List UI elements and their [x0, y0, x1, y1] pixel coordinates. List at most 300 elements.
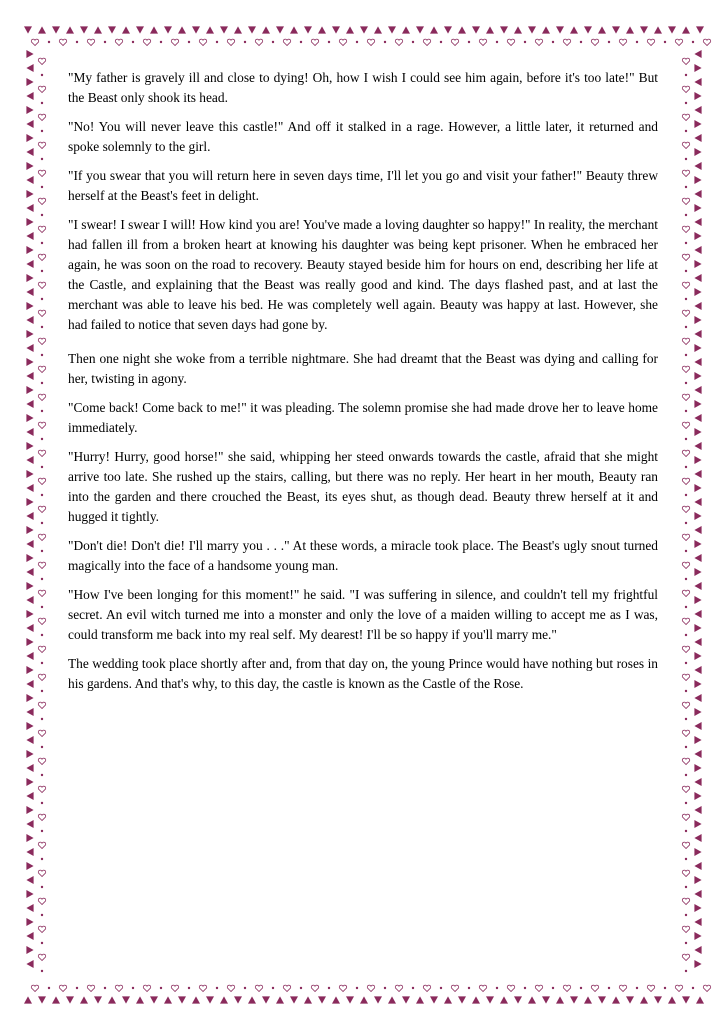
border-triangle: [694, 484, 701, 492]
border-triangle: [500, 26, 508, 33]
border-heart: [682, 170, 689, 176]
border-triangle: [192, 996, 200, 1003]
border-heart: [682, 814, 689, 820]
border-triangle: [26, 330, 33, 338]
border-heart: [675, 985, 682, 991]
border-heart: [682, 646, 689, 652]
border-dot: [41, 130, 43, 132]
border-dot: [685, 410, 687, 412]
border-triangle: [26, 848, 33, 856]
border-heart: [619, 985, 626, 991]
border-triangle: [318, 26, 326, 33]
border-triangle: [612, 26, 620, 33]
border-dot: [160, 41, 162, 43]
paragraph-2: "No! You will never leave this castle!" And off it stalked in a rage. However, a little later, it returned and spoke solemnly to the girl.: [68, 119, 658, 154]
border-triangle: [694, 204, 701, 212]
border-triangle: [696, 26, 704, 33]
border-triangle: [178, 26, 186, 33]
border-dot: [41, 74, 43, 76]
border-heart: [38, 170, 45, 176]
border-dot: [300, 987, 302, 989]
paragraph-5: Then one night she woke from a terrible nightmare. She had dreamt that the Beast was dying and calling for her, twisting in agony.: [68, 351, 658, 386]
border-heart: [682, 506, 689, 512]
border-dot: [685, 130, 687, 132]
border-triangle: [584, 26, 592, 33]
border-triangle: [26, 428, 33, 436]
border-triangle: [262, 996, 270, 1003]
border-heart: [38, 562, 45, 568]
border-dot: [685, 242, 687, 244]
border-heart: [682, 58, 689, 64]
border-heart: [38, 310, 45, 316]
border-heart: [675, 39, 682, 45]
border-triangle: [654, 26, 662, 33]
border-dot: [685, 690, 687, 692]
border-dot: [685, 830, 687, 832]
paragraph-1: "My father is gravely ill and close to dying! Oh, how I wish I could see him again, before it's too late!" But the Beast only shook its head.: [68, 70, 658, 105]
border-triangle: [472, 996, 480, 1003]
border-heart: [171, 39, 178, 45]
border-dot: [104, 41, 106, 43]
border-triangle: [52, 996, 60, 1003]
border-triangle: [694, 708, 701, 716]
border-heart: [143, 985, 150, 991]
border-dot: [685, 158, 687, 160]
border-triangle: [640, 996, 648, 1003]
border-dot: [552, 41, 554, 43]
border-dot: [188, 41, 190, 43]
border-triangle: [26, 344, 33, 352]
border-heart: [38, 254, 45, 260]
border-triangle: [694, 92, 701, 100]
border-triangle: [26, 666, 33, 674]
border-triangle: [234, 996, 242, 1003]
border-heart: [311, 39, 318, 45]
border-triangle: [694, 680, 701, 688]
border-heart: [395, 39, 402, 45]
border-triangle: [220, 996, 228, 1003]
border-heart: [479, 985, 486, 991]
border-dot: [41, 802, 43, 804]
border-heart: [682, 114, 689, 120]
border-heart: [115, 985, 122, 991]
border-triangle: [472, 26, 480, 33]
border-triangle: [26, 260, 33, 268]
border-triangle: [332, 26, 340, 33]
border-triangle: [346, 26, 354, 33]
border-triangle: [570, 26, 578, 33]
border-triangle: [26, 64, 33, 72]
border-heart: [38, 86, 45, 92]
border-heart: [682, 702, 689, 708]
border-dot: [300, 41, 302, 43]
border-dot: [104, 987, 106, 989]
border-triangle: [374, 996, 382, 1003]
border-dot: [41, 662, 43, 664]
border-triangle: [26, 960, 33, 968]
border-triangle: [262, 26, 270, 33]
border-triangle: [26, 204, 33, 212]
border-heart: [367, 39, 374, 45]
border-heart: [423, 985, 430, 991]
border-triangle: [694, 288, 701, 296]
border-heart: [591, 985, 598, 991]
border-triangle: [694, 470, 701, 478]
border-triangle: [332, 996, 340, 1003]
border-heart: [395, 985, 402, 991]
border-triangle: [26, 484, 33, 492]
border-dot: [685, 802, 687, 804]
border-heart: [647, 985, 654, 991]
border-dot: [636, 41, 638, 43]
border-triangle: [598, 996, 606, 1003]
border-dot: [685, 494, 687, 496]
border-triangle: [694, 904, 701, 912]
border-triangle: [694, 246, 701, 254]
border-triangle: [694, 176, 701, 184]
border-dot: [41, 578, 43, 580]
border-triangle: [26, 778, 33, 786]
border-dot: [685, 634, 687, 636]
border-heart: [199, 985, 206, 991]
border-heart: [227, 39, 234, 45]
border-heart: [38, 926, 45, 932]
border-dot: [685, 382, 687, 384]
border-heart: [423, 39, 430, 45]
border-triangle: [164, 996, 172, 1003]
border-dot: [685, 578, 687, 580]
border-heart: [38, 786, 45, 792]
border-heart: [563, 39, 570, 45]
border-heart: [451, 39, 458, 45]
border-dot: [76, 987, 78, 989]
border-triangle: [248, 996, 256, 1003]
border-triangle: [694, 624, 701, 632]
border-triangle: [694, 218, 701, 226]
border-triangle: [694, 778, 701, 786]
border-triangle: [24, 996, 32, 1003]
border-triangle: [26, 624, 33, 632]
border-dot: [552, 987, 554, 989]
border-triangle: [694, 876, 701, 884]
border-heart: [311, 985, 318, 991]
border-triangle: [388, 996, 396, 1003]
border-heart: [31, 39, 38, 45]
border-heart: [682, 842, 689, 848]
border-triangle: [26, 134, 33, 142]
border-dot: [41, 326, 43, 328]
border-triangle: [26, 526, 33, 534]
border-triangle: [248, 26, 256, 33]
border-triangle: [26, 652, 33, 660]
border-triangle: [80, 996, 88, 1003]
border-triangle: [694, 540, 701, 548]
border-dot: [412, 41, 414, 43]
border-dot: [685, 774, 687, 776]
border-heart: [682, 674, 689, 680]
border-heart: [367, 985, 374, 991]
border-triangle: [694, 848, 701, 856]
border-triangle: [694, 666, 701, 674]
border-dot: [468, 987, 470, 989]
border-heart: [682, 338, 689, 344]
border-triangle: [500, 996, 508, 1003]
border-dot: [41, 746, 43, 748]
border-triangle: [26, 176, 33, 184]
border-heart: [682, 618, 689, 624]
border-dot: [41, 102, 43, 104]
border-triangle: [26, 722, 33, 730]
border-triangle: [26, 106, 33, 114]
border-heart: [38, 114, 45, 120]
border-dot: [685, 970, 687, 972]
border-dot: [685, 886, 687, 888]
border-dot: [440, 41, 442, 43]
border-triangle: [26, 190, 33, 198]
border-triangle: [26, 498, 33, 506]
border-dot: [272, 41, 274, 43]
border-dot: [48, 987, 50, 989]
border-triangle: [26, 834, 33, 842]
border-triangle: [682, 996, 690, 1003]
border-triangle: [108, 996, 116, 1003]
border-heart: [38, 226, 45, 232]
border-triangle: [192, 26, 200, 33]
border-heart: [38, 590, 45, 596]
border-triangle: [26, 596, 33, 604]
border-triangle: [626, 26, 634, 33]
border-heart: [38, 198, 45, 204]
border-triangle: [26, 92, 33, 100]
border-triangle: [444, 996, 452, 1003]
border-dot: [692, 987, 694, 989]
border-dot: [216, 41, 218, 43]
border-dot: [685, 718, 687, 720]
border-dot: [685, 746, 687, 748]
border-triangle: [26, 610, 33, 618]
border-heart: [59, 985, 66, 991]
border-triangle: [694, 106, 701, 114]
border-heart: [38, 366, 45, 372]
border-triangle: [444, 26, 452, 33]
border-heart: [682, 478, 689, 484]
border-triangle: [570, 996, 578, 1003]
border-heart: [38, 478, 45, 484]
border-triangle: [416, 996, 424, 1003]
border-triangle: [206, 26, 214, 33]
paragraph-3: "If you swear that you will return here in seven days time, I'll let you go and visit your father!" Beauty threw herself at the Beast's feet in delight.: [68, 168, 658, 203]
border-triangle: [52, 26, 60, 33]
border-triangle: [694, 64, 701, 72]
border-heart: [682, 926, 689, 932]
border-triangle: [694, 232, 701, 240]
border-heart: [38, 702, 45, 708]
border-triangle: [514, 996, 522, 1003]
border-triangle: [318, 996, 326, 1003]
border-dot: [41, 158, 43, 160]
border-triangle: [626, 996, 634, 1003]
border-triangle: [26, 876, 33, 884]
border-triangle: [694, 512, 701, 520]
border-triangle: [694, 330, 701, 338]
border-triangle: [26, 162, 33, 170]
border-triangle: [694, 148, 701, 156]
story-text: [68, 68, 658, 703]
border-dot: [685, 298, 687, 300]
border-triangle: [26, 288, 33, 296]
border-heart: [451, 985, 458, 991]
border-dot: [41, 886, 43, 888]
border-heart: [38, 338, 45, 344]
border-heart: [38, 618, 45, 624]
border-dot: [41, 634, 43, 636]
border-dot: [328, 987, 330, 989]
border-dot: [216, 987, 218, 989]
border-triangle: [556, 996, 564, 1003]
border-triangle: [694, 582, 701, 590]
border-heart: [59, 39, 66, 45]
border-triangle: [694, 652, 701, 660]
border-triangle: [694, 764, 701, 772]
border-triangle: [24, 26, 32, 33]
border-triangle: [136, 996, 144, 1003]
border-dot: [41, 942, 43, 944]
border-heart: [591, 39, 598, 45]
border-triangle: [694, 442, 701, 450]
border-triangle: [26, 820, 33, 828]
border-triangle: [26, 274, 33, 282]
border-triangle: [694, 918, 701, 926]
border-dot: [468, 41, 470, 43]
border-triangle: [276, 996, 284, 1003]
border-triangle: [514, 26, 522, 33]
border-triangle: [150, 996, 158, 1003]
border-triangle: [26, 470, 33, 478]
border-dot: [685, 186, 687, 188]
border-triangle: [694, 50, 701, 58]
border-heart: [38, 814, 45, 820]
border-dot: [685, 522, 687, 524]
border-triangle: [694, 386, 701, 394]
border-triangle: [26, 568, 33, 576]
border-triangle: [694, 358, 701, 366]
border-heart: [38, 58, 45, 64]
border-dot: [41, 522, 43, 524]
border-triangle: [26, 904, 33, 912]
border-heart: [38, 898, 45, 904]
border-triangle: [416, 26, 424, 33]
border-triangle: [26, 806, 33, 814]
border-triangle: [26, 414, 33, 422]
border-heart: [38, 534, 45, 540]
border-triangle: [694, 862, 701, 870]
border-triangle: [694, 372, 701, 380]
border-triangle: [26, 148, 33, 156]
border-dot: [41, 298, 43, 300]
border-dot: [664, 987, 666, 989]
border-dot: [685, 858, 687, 860]
border-triangle: [38, 26, 46, 33]
border-triangle: [682, 26, 690, 33]
border-triangle: [234, 26, 242, 33]
border-heart: [87, 39, 94, 45]
border-dot: [244, 987, 246, 989]
border-triangle: [122, 26, 130, 33]
border-heart: [283, 39, 290, 45]
paragraph-9: "How I've been longing for this moment!" he said. "I was suffering in silence, and couldn't tell my frightful secret. An evil witch turned me into a monster and only the love of a maiden willing to accept me as I was, could transform me back into my real self. My dearest! I'll be so happy if you'll marry me.": [68, 587, 658, 642]
paragraph-4: "I swear! I swear I will! How kind you are! You've made a loving daughter so happy!" In reality, the merchant had fallen ill from a broken heart at knowing his daughter was being kept prisoner. When he embraced her again, he was soon on the road to recovery. Beauty stayed beside him for hours on end, describing her life at the Castle, and explaining that the Beast was really good and kind. The days flashed past, and at last the merchant was able to leave his bed. He was completely well again. Beauty was happy at last. However, she had failed to notice that seven days had gone by.: [68, 217, 658, 332]
border-dot: [41, 858, 43, 860]
border-dot: [188, 987, 190, 989]
border-dot: [41, 410, 43, 412]
border-heart: [507, 39, 514, 45]
border-triangle: [542, 26, 550, 33]
border-heart: [38, 142, 45, 148]
border-dot: [41, 718, 43, 720]
border-dot: [692, 41, 694, 43]
border-heart: [283, 985, 290, 991]
border-dot: [41, 970, 43, 972]
border-triangle: [26, 302, 33, 310]
border-dot: [41, 830, 43, 832]
border-dot: [41, 914, 43, 916]
border-triangle: [668, 996, 676, 1003]
border-triangle: [694, 610, 701, 618]
border-triangle: [694, 694, 701, 702]
border-dot: [41, 466, 43, 468]
border-heart: [507, 985, 514, 991]
border-triangle: [26, 316, 33, 324]
border-triangle: [38, 996, 46, 1003]
border-triangle: [694, 792, 701, 800]
border-triangle: [694, 400, 701, 408]
border-dot: [685, 354, 687, 356]
border-dot: [496, 987, 498, 989]
border-triangle: [694, 834, 701, 842]
border-triangle: [26, 708, 33, 716]
border-triangle: [26, 358, 33, 366]
border-heart: [647, 39, 654, 45]
border-heart: [682, 394, 689, 400]
border-triangle: [556, 26, 564, 33]
border-triangle: [584, 996, 592, 1003]
border-dot: [160, 987, 162, 989]
border-heart: [143, 39, 150, 45]
border-triangle: [26, 120, 33, 128]
border-dot: [496, 41, 498, 43]
border-dot: [685, 914, 687, 916]
border-triangle: [26, 736, 33, 744]
border-triangle: [26, 932, 33, 940]
paragraph-7: "Hurry! Hurry, good horse!" she said, whipping her steed onwards towards the castle, afraid that she might arrive too late. She rushed up the stairs, calling, but there was no reply. Her heart in her mouth, Beauty ran into the garden and there crouched the Beast, its eyes shut, as though dead. Beauty threw herself at it and hugged it tightly.: [68, 449, 658, 524]
border-dot: [384, 41, 386, 43]
border-dot: [328, 41, 330, 43]
border-heart: [38, 394, 45, 400]
border-triangle: [374, 26, 382, 33]
border-heart: [31, 985, 38, 991]
border-triangle: [694, 190, 701, 198]
border-triangle: [26, 512, 33, 520]
border-triangle: [402, 996, 410, 1003]
border-dot: [41, 242, 43, 244]
border-triangle: [26, 918, 33, 926]
border-dot: [41, 550, 43, 552]
border-dot: [580, 41, 582, 43]
border-triangle: [694, 414, 701, 422]
border-triangle: [694, 596, 701, 604]
border-dot: [685, 214, 687, 216]
border-dot: [664, 41, 666, 43]
